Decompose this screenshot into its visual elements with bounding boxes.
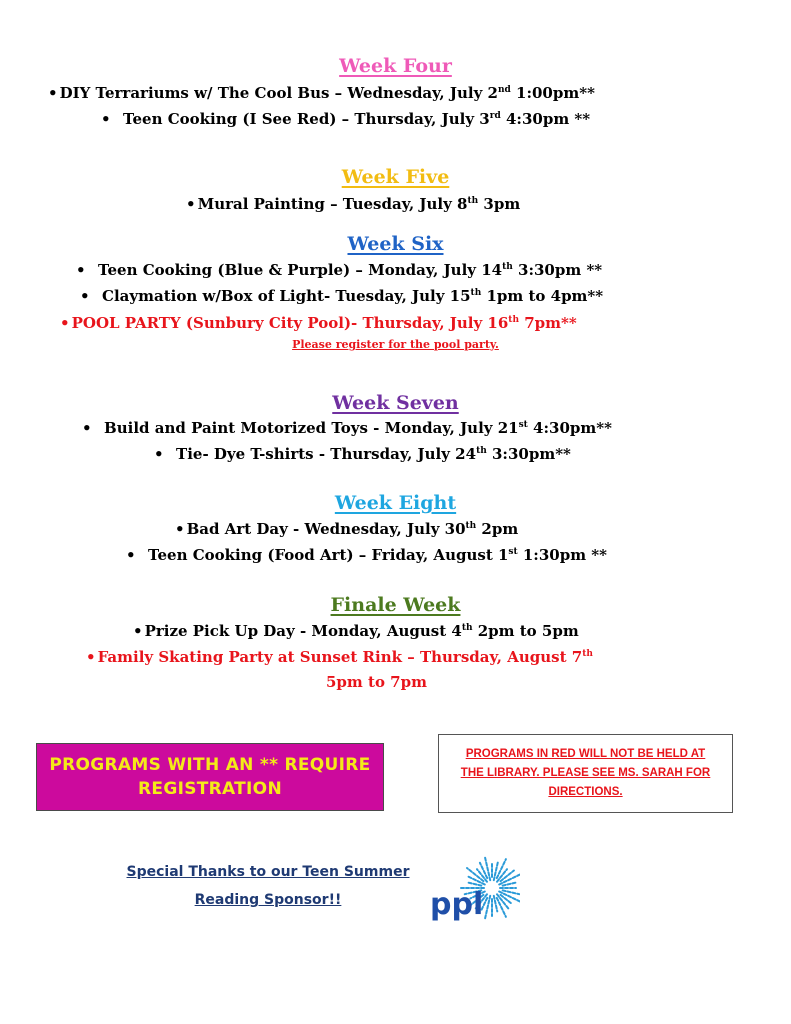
location-line-1: PROGRAMS IN RED WILL NOT BE HELD AT xyxy=(465,748,706,760)
event-time: 1:00pm** xyxy=(510,84,595,102)
ppl-starburst-icon xyxy=(428,852,520,924)
event-ordinal: th xyxy=(467,196,479,206)
event-ordinal: nd xyxy=(497,85,511,95)
event-time: 4:30pm ** xyxy=(500,110,591,128)
event-text: Teen Cooking (I See Red) – Thursday, July 3 xyxy=(123,110,490,128)
pool-party-register-note: Please register for the pool party. xyxy=(292,338,499,351)
bullet-icon: • xyxy=(133,622,143,640)
event-text: Bad Art Day - Wednesday, July 30 xyxy=(186,520,466,538)
event-pool-party xyxy=(60,314,577,332)
bullet-icon: • xyxy=(154,445,164,463)
event-mural-painting xyxy=(186,195,520,213)
event-ordinal: th xyxy=(502,262,513,272)
event-time: 3pm xyxy=(478,195,521,213)
week-four-heading: Week Four xyxy=(339,55,452,77)
event-time: 1:30pm ** xyxy=(517,546,607,564)
event-text: Teen Cooking (Blue & Purple) – Monday, July 14 xyxy=(98,261,503,279)
bullet-icon: • xyxy=(175,520,185,538)
event-time: 7pm** xyxy=(518,314,577,332)
finale-week-heading: Finale Week xyxy=(330,594,461,616)
event-text: Prize Pick Up Day - Monday, August 4 xyxy=(144,622,462,640)
event-time: 2pm xyxy=(476,520,519,538)
bullet-icon: • xyxy=(126,546,136,564)
bullet-icon: • xyxy=(186,195,196,213)
event-bad-art-day xyxy=(175,520,518,538)
event-text: Family Skating Party at Sunset Rink – Thursday, August 7 xyxy=(97,648,583,666)
event-ordinal: st xyxy=(508,547,518,557)
week-five-heading: Week Five xyxy=(341,166,450,188)
event-motorized-toys xyxy=(82,419,612,437)
bullet-icon: • xyxy=(86,648,96,666)
event-time: 2pm to 5pm xyxy=(472,622,579,640)
week-seven-heading: Week Seven xyxy=(332,392,459,414)
event-text: Claymation w/Box of Light- Tuesday, July 15 xyxy=(102,287,471,305)
event-time: 1pm to 4pm** xyxy=(481,287,604,305)
event-teen-cooking-red xyxy=(101,110,590,128)
bullet-icon: • xyxy=(48,84,58,102)
bullet-icon: • xyxy=(82,419,92,437)
event-ordinal: th xyxy=(508,315,519,325)
event-text: DIY Terrariums w/ The Cool Bus – Wednesday, July 2 xyxy=(59,84,498,102)
location-line-3: DIRECTIONS. xyxy=(548,786,623,798)
event-text: Teen Cooking (Food Art) – Friday, August 1 xyxy=(148,546,509,564)
week-eight-heading: Week Eight xyxy=(334,492,457,514)
registration-line-1: PROGRAMS WITH AN ** REQUIRE xyxy=(49,755,371,775)
ppl-logo-text: ppl xyxy=(430,887,484,922)
location-notice-text xyxy=(445,745,726,802)
event-teen-cooking-food-art xyxy=(126,546,607,564)
sponsor-line-1: Special Thanks to our Teen Summer xyxy=(126,864,410,880)
sponsor-thanks xyxy=(108,858,428,914)
event-ordinal: st xyxy=(518,420,528,430)
event-claymation xyxy=(80,287,603,305)
event-text: Tie- Dye T-shirts - Thursday, July 24 xyxy=(176,445,477,463)
registration-notice-text xyxy=(49,753,370,801)
event-tie-dye xyxy=(154,445,571,463)
event-ordinal: th xyxy=(582,649,593,659)
location-notice-box xyxy=(438,734,733,813)
event-diy-terrariums xyxy=(48,84,595,102)
week-six-heading: Week Six xyxy=(347,233,444,255)
event-teen-cooking-blue xyxy=(76,261,602,279)
event-ordinal: rd xyxy=(489,111,501,121)
bullet-icon: • xyxy=(76,261,86,279)
ppl-logo xyxy=(428,852,520,924)
event-ordinal: th xyxy=(461,623,473,633)
event-time: 3:30pm ** xyxy=(512,261,603,279)
event-text: Build and Paint Motorized Toys - Monday, July 21 xyxy=(104,419,519,437)
bullet-icon: • xyxy=(60,314,70,332)
sponsor-line-2: Reading Sponsor!! xyxy=(194,892,342,908)
event-prize-pick-up xyxy=(133,622,579,640)
bullet-icon: • xyxy=(80,287,90,305)
location-line-2: THE LIBRARY. PLEASE SEE MS. SARAH FOR xyxy=(460,767,711,779)
registration-line-2: REGISTRATION xyxy=(138,779,282,799)
event-time: 3:30pm** xyxy=(486,445,571,463)
registration-notice-box xyxy=(36,743,384,811)
event-ordinal: th xyxy=(470,288,482,298)
event-family-skating xyxy=(86,648,593,666)
event-text: Mural Painting – Tuesday, July 8 xyxy=(197,195,468,213)
event-ordinal: th xyxy=(476,446,487,456)
bullet-icon: • xyxy=(101,110,111,128)
event-family-skating-time: 5pm to 7pm xyxy=(326,673,427,691)
event-time: 4:30pm** xyxy=(527,419,612,437)
event-ordinal: th xyxy=(465,521,477,531)
event-text: POOL PARTY (Sunbury City Pool)- Thursday, July 16 xyxy=(71,314,509,332)
